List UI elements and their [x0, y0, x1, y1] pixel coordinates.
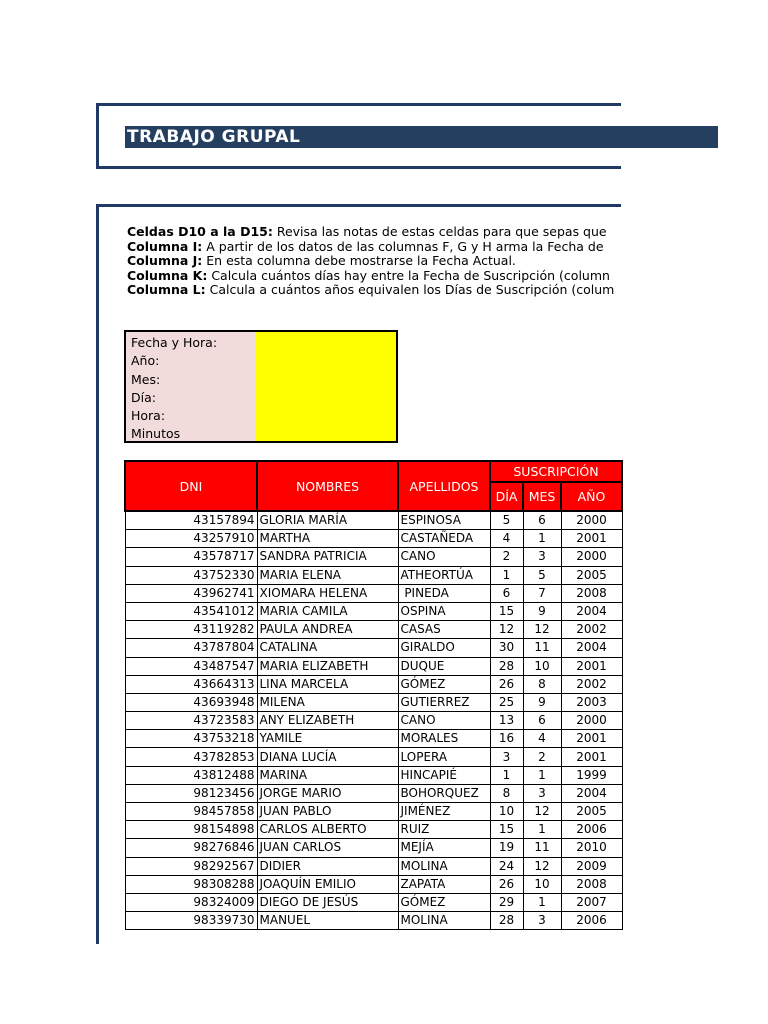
instruction-line: [127, 240, 621, 255]
anio-cell[interactable]: 2004: [561, 639, 622, 657]
nombres-cell[interactable]: JOAQUÍN EMILIO: [257, 875, 398, 893]
apellidos-cell[interactable]: CANO: [398, 712, 490, 730]
date-values-cells[interactable]: [256, 332, 396, 441]
apellidos-cell[interactable]: GUTIERREZ: [398, 693, 490, 711]
mes-cell[interactable]: 3: [523, 784, 561, 802]
instruction-label: Celdas D10 a la D15:: [127, 225, 273, 239]
table-row: [125, 566, 622, 584]
apellidos-cell[interactable]: RUIZ: [398, 821, 490, 839]
table-row: [125, 693, 622, 711]
table-row: [125, 748, 622, 766]
apellidos-cell[interactable]: CASTAÑEDA: [398, 530, 490, 548]
anio-cell[interactable]: 2001: [561, 748, 622, 766]
date-field-label: Año:: [131, 353, 160, 369]
mes-cell[interactable]: 1: [523, 530, 561, 548]
instruction-line: [127, 269, 621, 284]
dia-cell[interactable]: 26: [490, 675, 523, 693]
dia-cell[interactable]: 24: [490, 857, 523, 875]
dni-cell[interactable]: 98324009: [125, 893, 257, 911]
nombres-cell[interactable]: JUAN CARLOS: [257, 839, 398, 857]
anio-cell[interactable]: 2005: [561, 803, 622, 821]
nombres-cell[interactable]: LINA MARCELA: [257, 675, 398, 693]
dni-cell[interactable]: 43157894: [125, 511, 257, 530]
table-row: [125, 821, 622, 839]
anio-cell[interactable]: 2005: [561, 566, 622, 584]
dni-cell[interactable]: 43119282: [125, 621, 257, 639]
mes-cell[interactable]: 1: [523, 893, 561, 911]
dia-cell[interactable]: 29: [490, 893, 523, 911]
dni-cell[interactable]: 43693948: [125, 693, 257, 711]
nombres-cell[interactable]: CARLOS ALBERTO: [257, 821, 398, 839]
table-row: [125, 839, 622, 857]
mes-cell[interactable]: 12: [523, 857, 561, 875]
mes-cell[interactable]: 3: [523, 912, 561, 930]
nombres-cell[interactable]: DIDIER: [257, 857, 398, 875]
mes-cell[interactable]: 11: [523, 839, 561, 857]
apellidos-cell[interactable]: CASAS: [398, 621, 490, 639]
dia-cell[interactable]: 4: [490, 530, 523, 548]
dia-cell[interactable]: 15: [490, 821, 523, 839]
anio-cell[interactable]: 2009: [561, 857, 622, 875]
dni-cell[interactable]: 43257910: [125, 530, 257, 548]
mes-cell[interactable]: 12: [523, 803, 561, 821]
dia-cell[interactable]: 30: [490, 639, 523, 657]
apellidos-cell[interactable]: MOLINA: [398, 912, 490, 930]
anio-cell[interactable]: 2001: [561, 657, 622, 675]
apellidos-cell[interactable]: PINEDA: [398, 584, 490, 602]
anio-cell[interactable]: 2004: [561, 784, 622, 802]
table-row: [125, 803, 622, 821]
apellidos-cell[interactable]: GÓMEZ: [398, 675, 490, 693]
anio-cell[interactable]: 2001: [561, 730, 622, 748]
instruction-text: A partir de los datos de las columnas F, G y H arma la Fecha de: [202, 238, 604, 254]
dni-cell[interactable]: 43541012: [125, 602, 257, 620]
nombres-cell[interactable]: YAMILE: [257, 730, 398, 748]
table-row: [125, 657, 622, 675]
date-field-label: Fecha y Hora:: [131, 335, 218, 350]
apellidos-cell[interactable]: HINCAPIÉ: [398, 766, 490, 784]
apellidos-cell[interactable]: ESPINOSA: [398, 511, 490, 530]
table-row: [125, 912, 622, 930]
table-row: [125, 602, 622, 620]
anio-cell[interactable]: 2000: [561, 511, 622, 530]
dni-cell[interactable]: 43812488: [125, 766, 257, 784]
apellidos-cell[interactable]: LOPERA: [398, 748, 490, 766]
mes-cell[interactable]: 9: [523, 693, 561, 711]
table-row: [125, 548, 622, 566]
date-time-box: [124, 330, 398, 443]
instruction-label: Columna L:: [127, 282, 206, 297]
table-row: [125, 639, 622, 657]
dni-cell[interactable]: 98154898: [125, 821, 257, 839]
dia-cell[interactable]: 28: [490, 912, 523, 930]
nombres-cell[interactable]: CATALINA: [257, 639, 398, 657]
header-suscripcion: SUSCRIPCIÓN: [490, 461, 622, 482]
apellidos-cell[interactable]: GÓMEZ: [398, 893, 490, 911]
mes-cell[interactable]: 1: [523, 766, 561, 784]
dia-cell[interactable]: 1: [490, 566, 523, 584]
instruction-text: Calcula a cuántos años equivalen los Días de Suscripción (colum: [205, 282, 615, 297]
table-row: [125, 584, 622, 602]
apellidos-cell[interactable]: CANO: [398, 548, 490, 566]
dni-cell[interactable]: 98123456: [125, 784, 257, 802]
mes-cell[interactable]: 12: [523, 621, 561, 639]
nombres-cell[interactable]: MARIA CAMILA: [257, 602, 398, 620]
nombres-cell[interactable]: SANDRA PATRICIA: [257, 548, 398, 566]
anio-cell[interactable]: 2003: [561, 693, 622, 711]
dia-cell[interactable]: 12: [490, 621, 523, 639]
dia-cell[interactable]: 13: [490, 712, 523, 730]
dni-cell[interactable]: 43962741: [125, 584, 257, 602]
page-title: TRABAJO GRUPAL: [125, 126, 718, 148]
dia-cell[interactable]: 10: [490, 803, 523, 821]
apellidos-cell[interactable]: MEJÍA: [398, 839, 490, 857]
instruction-line: [127, 225, 621, 240]
anio-cell[interactable]: 2008: [561, 875, 622, 893]
dia-cell[interactable]: 1: [490, 766, 523, 784]
dni-cell[interactable]: 98292567: [125, 857, 257, 875]
nombres-cell[interactable]: MARIA ELENA: [257, 566, 398, 584]
dia-cell[interactable]: 26: [490, 875, 523, 893]
header-apellidos: APELLIDOS: [398, 461, 490, 511]
anio-cell[interactable]: 2010: [561, 839, 622, 857]
dni-cell[interactable]: 98308288: [125, 875, 257, 893]
dia-cell[interactable]: 8: [490, 784, 523, 802]
dia-cell[interactable]: 3: [490, 748, 523, 766]
mes-cell[interactable]: 11: [523, 639, 561, 657]
nombres-cell[interactable]: MILENA: [257, 693, 398, 711]
nombres-cell[interactable]: MARTHA: [257, 530, 398, 548]
mes-cell[interactable]: 8: [523, 675, 561, 693]
dni-cell[interactable]: 98276846: [125, 839, 257, 857]
nombres-cell[interactable]: DIANA LUCÍA: [257, 748, 398, 766]
apellidos-cell[interactable]: OSPINA: [398, 602, 490, 620]
table-row: [125, 893, 622, 911]
instruction-line: [127, 283, 621, 298]
table-row: [125, 857, 622, 875]
header-nombres: NOMBRES: [257, 461, 398, 511]
nombres-cell[interactable]: XIOMARA HELENA: [257, 584, 398, 602]
mes-cell[interactable]: 10: [523, 875, 561, 893]
anio-cell[interactable]: 2008: [561, 584, 622, 602]
mes-cell[interactable]: 6: [523, 511, 561, 530]
mes-cell[interactable]: 1: [523, 821, 561, 839]
dia-cell[interactable]: 2: [490, 548, 523, 566]
mes-cell[interactable]: 3: [523, 548, 561, 566]
table-row: [125, 530, 622, 548]
nombres-cell[interactable]: GLORIA MARÍA: [257, 511, 398, 530]
apellidos-cell[interactable]: JIMÉNEZ: [398, 803, 490, 821]
dni-cell[interactable]: 43782853: [125, 748, 257, 766]
table-row: [125, 712, 622, 730]
anio-cell[interactable]: 2001: [561, 530, 622, 548]
nombres-cell[interactable]: JUAN PABLO: [257, 803, 398, 821]
date-field-label: Día:: [131, 389, 156, 405]
dia-cell[interactable]: 16: [490, 730, 523, 748]
mes-cell[interactable]: 5: [523, 566, 561, 584]
mes-cell[interactable]: 9: [523, 602, 561, 620]
nombres-cell[interactable]: MANUEL: [257, 912, 398, 930]
mes-cell[interactable]: 7: [523, 584, 561, 602]
anio-cell[interactable]: 2006: [561, 821, 622, 839]
anio-cell[interactable]: 2006: [561, 912, 622, 930]
subscriptions-table: [124, 460, 623, 930]
date-field-label: Hora:: [131, 408, 166, 424]
dia-cell[interactable]: 6: [490, 584, 523, 602]
table-row: [125, 511, 622, 530]
anio-cell[interactable]: 2002: [561, 621, 622, 639]
dni-cell[interactable]: 43752330: [125, 566, 257, 584]
table-row: [125, 875, 622, 893]
nombres-cell[interactable]: ANY ELIZABETH: [257, 712, 398, 730]
instruction-text: Revisa las notas de estas celdas para que sepas que: [272, 225, 607, 239]
header-mes: MES: [523, 482, 561, 511]
dia-cell[interactable]: 19: [490, 839, 523, 857]
dia-cell[interactable]: 15: [490, 602, 523, 620]
mes-cell[interactable]: 4: [523, 730, 561, 748]
apellidos-cell[interactable]: DUQUE: [398, 657, 490, 675]
dni-cell[interactable]: 43664313: [125, 675, 257, 693]
table-row: [125, 730, 622, 748]
apellidos-cell[interactable]: MORALES: [398, 730, 490, 748]
header-dni: DNI: [125, 461, 257, 511]
nombres-cell[interactable]: JORGE MARIO: [257, 784, 398, 802]
date-field-label: Minutos: [131, 426, 181, 442]
apellidos-cell[interactable]: MOLINA: [398, 857, 490, 875]
apellidos-cell[interactable]: GIRALDO: [398, 639, 490, 657]
instruction-label: Columna I:: [127, 238, 203, 254]
apellidos-cell[interactable]: ZAPATA: [398, 875, 490, 893]
dia-cell[interactable]: 5: [490, 511, 523, 530]
mes-cell[interactable]: 10: [523, 657, 561, 675]
dni-cell[interactable]: 43578717: [125, 548, 257, 566]
instruction-line: [127, 254, 621, 269]
table-row: [125, 784, 622, 802]
instructions: [127, 225, 621, 298]
table-row: [125, 675, 622, 693]
anio-cell[interactable]: 1999: [561, 766, 622, 784]
mes-cell[interactable]: 2: [523, 748, 561, 766]
instruction-label: Columna J:: [127, 253, 203, 268]
dni-cell[interactable]: 43753218: [125, 730, 257, 748]
anio-cell[interactable]: 2000: [561, 548, 622, 566]
anio-cell[interactable]: 2000: [561, 712, 622, 730]
header-dia: DÍA: [490, 482, 523, 511]
dia-cell[interactable]: 25: [490, 693, 523, 711]
apellidos-cell[interactable]: BOHORQUEZ: [398, 784, 490, 802]
anio-cell[interactable]: 2007: [561, 893, 622, 911]
header-anio: AÑO: [561, 482, 622, 511]
nombres-cell[interactable]: MARIA ELIZABETH: [257, 657, 398, 675]
date-labels: [126, 332, 256, 441]
anio-cell[interactable]: 2002: [561, 675, 622, 693]
nombres-cell[interactable]: DIEGO DE JESÚS: [257, 893, 398, 911]
dni-cell[interactable]: 43723583: [125, 712, 257, 730]
mes-cell[interactable]: 6: [523, 712, 561, 730]
dni-cell[interactable]: 98339730: [125, 912, 257, 930]
date-field-label: Mes:: [131, 371, 161, 387]
dni-cell[interactable]: 43787804: [125, 639, 257, 657]
anio-cell[interactable]: 2004: [561, 602, 622, 620]
dni-cell[interactable]: 43487547: [125, 657, 257, 675]
table-row: [125, 621, 622, 639]
table-row: [125, 766, 622, 784]
nombres-cell[interactable]: PAULA ANDREA: [257, 621, 398, 639]
apellidos-cell[interactable]: ATHEORTÚA: [398, 566, 490, 584]
nombres-cell[interactable]: MARINA: [257, 766, 398, 784]
instruction-text: En esta columna debe mostrarse la Fecha Actual.: [202, 253, 516, 268]
dni-cell[interactable]: 98457858: [125, 803, 257, 821]
instruction-text: Calcula cuántos días hay entre la Fecha de Suscripción (column: [207, 267, 610, 283]
instruction-label: Columna K:: [127, 267, 208, 283]
dia-cell[interactable]: 28: [490, 657, 523, 675]
